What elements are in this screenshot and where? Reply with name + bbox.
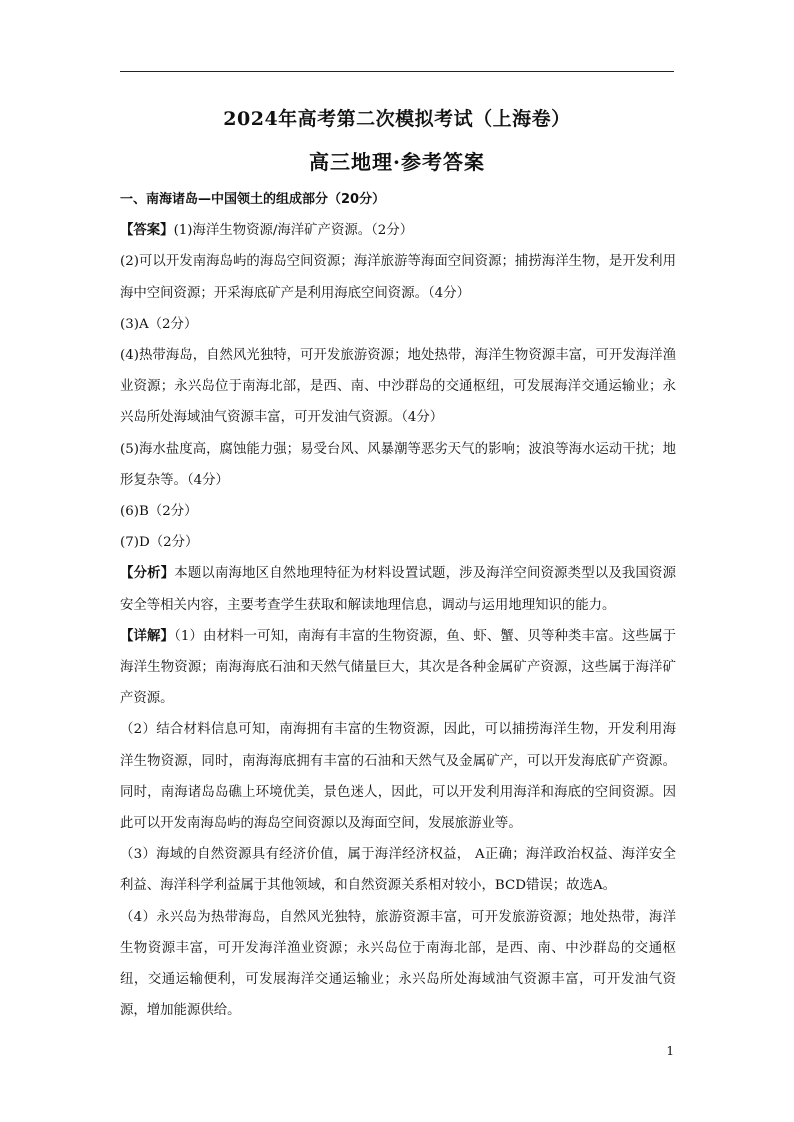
answer-2: (2)可以开发南海岛屿的海岛空间资源；海洋旅游等海面空间资源；捕捞海洋生物，是开发利用海中空间资源；开采海底矿产是利用海底空间资源。（4分） (120, 254, 676, 301)
detail-paragraph-1 (120, 621, 676, 715)
page-number: 1 (666, 1044, 674, 1058)
answer-7: (7)D（2分） (120, 535, 199, 551)
section-heading: 一、南海诸岛—中国领土的组成部分（20分） (120, 192, 386, 207)
page-title: 2024年高考第二次模拟考试（上海卷） (223, 108, 571, 130)
analysis-paragraph (120, 558, 676, 620)
analysis-tag: 【分析】 (120, 565, 175, 582)
analysis-text: 本题以南海地区自然地理特征为材料设置试题，涉及海洋空间资源类型以及我国资源安全等相关内容，主要考查学生获取和解读地理信息，调动与运用地理知识的能力。 (120, 566, 677, 613)
answer-tag: 【答案】 (120, 222, 174, 239)
detail-tag: 【详解】 (120, 627, 175, 644)
header-rule (120, 71, 674, 72)
answer-content (120, 184, 676, 1026)
detail-3: （3）海域的自然资源具有经济价值，属于海洋经济权益， A正确；海洋政治权益、海洋安全利益、海洋科学利益属于其他领域，和自然资源关系相对较小，BCD错误；故选A。 (120, 847, 676, 894)
page-subtitle: 高三地理·参考答案 (309, 150, 485, 174)
detail-1: （1）由材料一可知，南海有丰富的生物资源，鱼、虾、蟹、贝等种类丰富。这些属于海洋生物资源；南海海底石油和天然气储量巨大，其次是各种金属矿产资源，这些属于海洋矿产资源。 (120, 628, 677, 707)
detail-2: （2）结合材料信息可知，南海拥有丰富的生物资源，因此，可以捕捞海洋生物，开发利用海洋生物资源，同时，南海海底拥有丰富的石油和天然气及金属矿产，可以开发海底矿产资源。同时，南海诸岛岛礁上环境优美，景色迷人，因此，可以开发利用海洋和海底的空间资源。因此可以开发南海岛屿的海岛空间资源以及海面空间，发展旅游业等。 (120, 722, 676, 832)
answer-5: (5)海水盐度高，腐蚀能力强；易受台风、风暴潮等恶劣天气的影响；波浪等海水运动干扰；地形复杂等。（4分） (120, 441, 676, 488)
answer-1: (1)海洋生物资源/海洋矿产资源。（2分） (173, 223, 414, 239)
answer-6: (6)B（2分） (120, 504, 198, 520)
answer-paragraph-1 (120, 215, 676, 246)
answer-3: (3)A（2分） (120, 316, 198, 332)
detail-4: （4）永兴岛为热带海岛，自然风光独特，旅游资源丰富，可开发旅游资源；地处热带，海洋生物资源丰富，可开发海洋渔业资源；永兴岛位于南海北部，是西、南、中沙群岛的交通枢纽，交通运输便利，可发展海洋交通运输业；永兴岛所处海域油气资源丰富，可开发油气资源，增加能源供给。 (120, 909, 676, 1019)
answer-4: (4)热带海岛，自然风光独特，可开发旅游资源；地处热带，海洋生物资源丰富，可开发海洋渔业资源；永兴岛位于南海北部，是西、南、中沙群岛的交通枢纽，可发展海洋交通运输业；永兴岛所处海域油气资源丰富，可开发油气资源。（4分） (120, 348, 676, 426)
